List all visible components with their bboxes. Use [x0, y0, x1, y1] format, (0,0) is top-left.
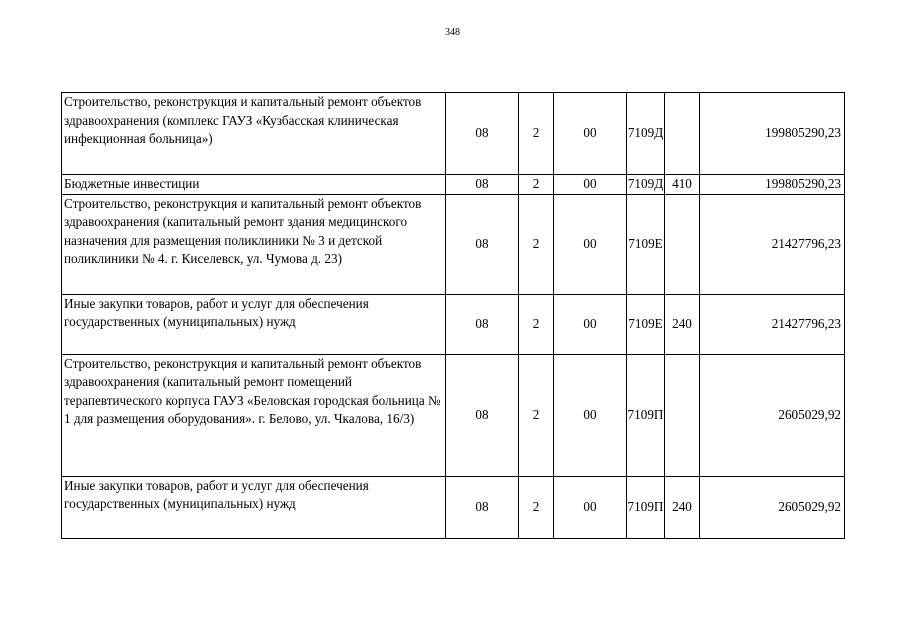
program-code: 00 [554, 354, 627, 476]
row-description: Иные закупки товаров, работ и услуг для обеспечения государственных (муниципальных) нужд [62, 294, 446, 354]
subsection-code: 2 [519, 354, 554, 476]
row-description: Бюджетные инвестиции [62, 175, 446, 195]
subsection-code: 2 [519, 194, 554, 294]
section-code: 08 [446, 354, 519, 476]
row-description: Строительство, реконструкция и капитальный ремонт объектов здравоохранения (капитальный ремонт здания медицинского назначения для размещения поликлиники № 3 и детской поликлиники № 4. г. Киселевск, ул. Чумова д. 23) [62, 194, 446, 294]
budget-table [61, 92, 845, 539]
amount: 2605029,92 [700, 476, 845, 538]
section-code: 08 [446, 175, 519, 195]
expense-type-code: 240 [665, 294, 700, 354]
program-code: 00 [554, 294, 627, 354]
expense-type-code [665, 194, 700, 294]
amount: 199805290,23 [700, 175, 845, 195]
table-row [62, 194, 845, 294]
section-code: 08 [446, 294, 519, 354]
program-code: 00 [554, 175, 627, 195]
program-code: 00 [554, 476, 627, 538]
table-row [62, 354, 845, 476]
amount: 2605029,92 [700, 354, 845, 476]
subsection-code: 2 [519, 175, 554, 195]
table-row [62, 476, 845, 538]
target-code: 7109Д [627, 93, 665, 175]
amount: 199805290,23 [700, 93, 845, 175]
table-row [62, 175, 845, 195]
target-code: 7109Е [627, 294, 665, 354]
target-code: 7109П [627, 354, 665, 476]
row-description: Иные закупки товаров, работ и услуг для обеспечения государственных (муниципальных) нужд [62, 476, 446, 538]
section-code: 08 [446, 93, 519, 175]
table-row [62, 93, 845, 175]
page-number: 348 [445, 27, 460, 38]
expense-type-code: 240 [665, 476, 700, 538]
target-code: 7109Е [627, 194, 665, 294]
subsection-code: 2 [519, 294, 554, 354]
row-description: Строительство, реконструкция и капитальный ремонт объектов здравоохранения (комплекс ГАУЗ «Кузбасская клиническая инфекционная больница») [62, 93, 446, 175]
program-code: 00 [554, 93, 627, 175]
amount: 21427796,23 [700, 294, 845, 354]
subsection-code: 2 [519, 476, 554, 538]
program-code: 00 [554, 194, 627, 294]
section-code: 08 [446, 194, 519, 294]
expense-type-code [665, 354, 700, 476]
table-row [62, 294, 845, 354]
expense-type-code: 410 [665, 175, 700, 195]
expense-type-code [665, 93, 700, 175]
amount: 21427796,23 [700, 194, 845, 294]
row-description: Строительство, реконструкция и капитальный ремонт объектов здравоохранения (капитальный ремонт помещений терапевтического корпуса ГАУЗ «Беловская городская больница № 1 для размещения оборудования». г. Белово, ул. Чкалова, 16/3) [62, 354, 446, 476]
target-code: 7109Д [627, 175, 665, 195]
section-code: 08 [446, 476, 519, 538]
target-code: 7109П [627, 476, 665, 538]
subsection-code: 2 [519, 93, 554, 175]
